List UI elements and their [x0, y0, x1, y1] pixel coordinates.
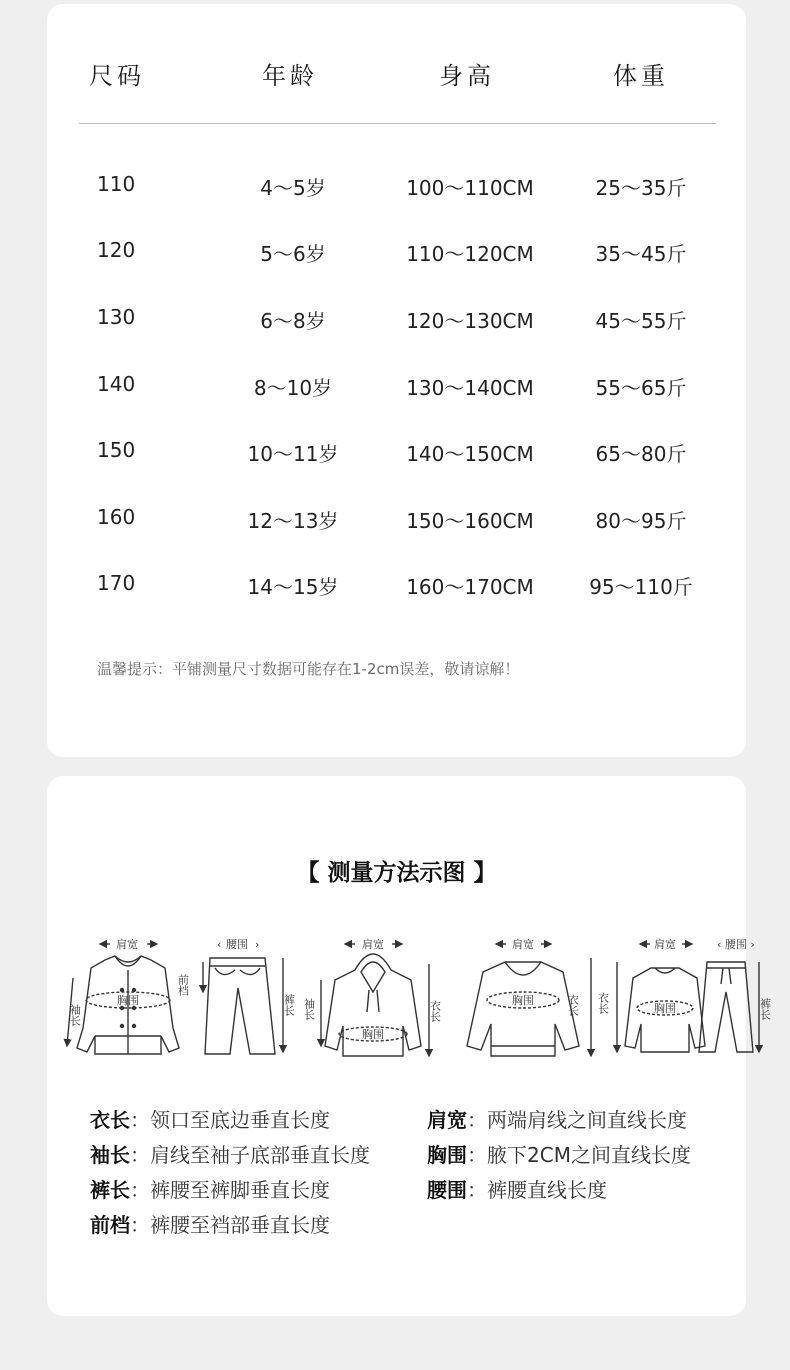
label-waist: 腰围	[226, 938, 248, 951]
hoodie-icon	[303, 937, 442, 1056]
table-row	[47, 571, 746, 601]
cell-height: 110～120CM	[406, 242, 534, 266]
cell-size: 140	[97, 372, 136, 396]
cell-height: 130～140CM	[406, 376, 534, 400]
cell-age: 4～5岁	[260, 176, 326, 200]
svg-text:肩宽: 肩宽	[362, 938, 384, 951]
svg-text:肩宽: 肩宽	[512, 938, 534, 951]
label-shoulder: 肩宽	[116, 938, 138, 951]
svg-text:‹: ‹	[217, 938, 222, 951]
header-height: 身高	[439, 62, 495, 90]
svg-text:袖长: 袖长	[302, 998, 316, 1020]
cell-height: 100～110CM	[406, 176, 534, 200]
cell-age: 14～15岁	[247, 575, 339, 599]
jeans-icon	[177, 938, 296, 1054]
def-front-rise: 前档：裤腰至裆部垂直长度	[90, 1213, 330, 1237]
def-body-length: 衣长：领口至底边垂直长度	[90, 1108, 330, 1132]
cell-height: 140～150CM	[406, 442, 534, 466]
label-front-rise: 前档	[176, 974, 190, 996]
svg-text:胸围: 胸围	[362, 1028, 384, 1041]
cell-weight: 95～110斤	[589, 575, 693, 599]
measurement-guide-card	[47, 776, 772, 1316]
measure-guide-title: 【 测量方法示图 】	[296, 860, 497, 886]
table-row	[47, 238, 746, 268]
cell-weight: 65～80斤	[595, 442, 687, 466]
cell-age: 6～8岁	[260, 309, 326, 333]
header-size: 尺码	[89, 62, 145, 90]
svg-text:衣长: 衣长	[566, 994, 580, 1016]
cell-weight: 80～95斤	[595, 509, 687, 533]
label-chest: 胸围	[117, 994, 139, 1007]
svg-text:衣长: 衣长	[596, 992, 610, 1014]
svg-text:裤长: 裤长	[758, 998, 772, 1020]
cell-age: 5～6岁	[260, 242, 326, 266]
cell-weight: 55～65斤	[595, 376, 687, 400]
cell-weight: 35～45斤	[595, 242, 687, 266]
table-row	[47, 505, 746, 535]
cell-size: 170	[97, 571, 136, 595]
cell-size: 130	[97, 305, 136, 329]
cell-weight: 45～55斤	[595, 309, 687, 333]
header-divider	[79, 123, 716, 124]
svg-text:›: ›	[255, 938, 260, 951]
measurement-note: 温馨提示：平铺测量尺寸数据可能存在1-2cm误差，敬请谅解！	[97, 660, 520, 678]
def-pants-length: 裤长：裤腰至裤脚垂直长度	[90, 1178, 330, 1202]
cell-size: 150	[97, 438, 136, 462]
cell-size: 160	[97, 505, 136, 529]
jacket-icon	[67, 937, 179, 1054]
cell-height: 150～160CM	[406, 509, 534, 533]
svg-text:胸围: 胸围	[654, 1002, 676, 1015]
def-sleeve-length: 袖长：肩线至袖子底部垂直长度	[90, 1143, 370, 1167]
label-body-length: 衣长	[428, 1000, 442, 1022]
cell-age: 10～11岁	[247, 442, 339, 466]
table-row	[47, 305, 746, 335]
svg-text:‹ 腰围 ›: ‹ 腰围 ›	[717, 938, 755, 951]
def-chest: 胸围：腋下2CM之间直线长度	[427, 1143, 691, 1167]
table-row	[47, 172, 746, 202]
header-age: 年龄	[262, 62, 318, 90]
svg-text:肩宽: 肩宽	[654, 938, 676, 951]
cell-height: 120～130CM	[406, 309, 534, 333]
cell-size: 120	[97, 238, 136, 262]
header-weight: 体重	[613, 62, 669, 90]
def-shoulder-width: 肩宽：两端肩线之间直线长度	[427, 1108, 687, 1132]
sweatshirt-joggers-icon	[597, 937, 772, 1052]
sweater-icon	[467, 937, 591, 1056]
cell-size: 110	[97, 172, 136, 196]
table-row	[47, 372, 746, 402]
cell-height: 160～170CM	[406, 575, 534, 599]
def-waist: 腰围：裤腰直线长度	[427, 1178, 607, 1202]
cell-age: 12～13岁	[247, 509, 339, 533]
label-pants-length: 裤长	[282, 994, 296, 1016]
cell-age: 8～10岁	[253, 376, 333, 400]
svg-text:胸围: 胸围	[512, 994, 534, 1007]
label-sleeve: 袖长	[68, 1004, 82, 1026]
table-row	[47, 438, 746, 468]
garment-diagram	[65, 928, 772, 1073]
size-table-card	[47, 4, 746, 757]
cell-weight: 25～35斤	[595, 176, 687, 200]
